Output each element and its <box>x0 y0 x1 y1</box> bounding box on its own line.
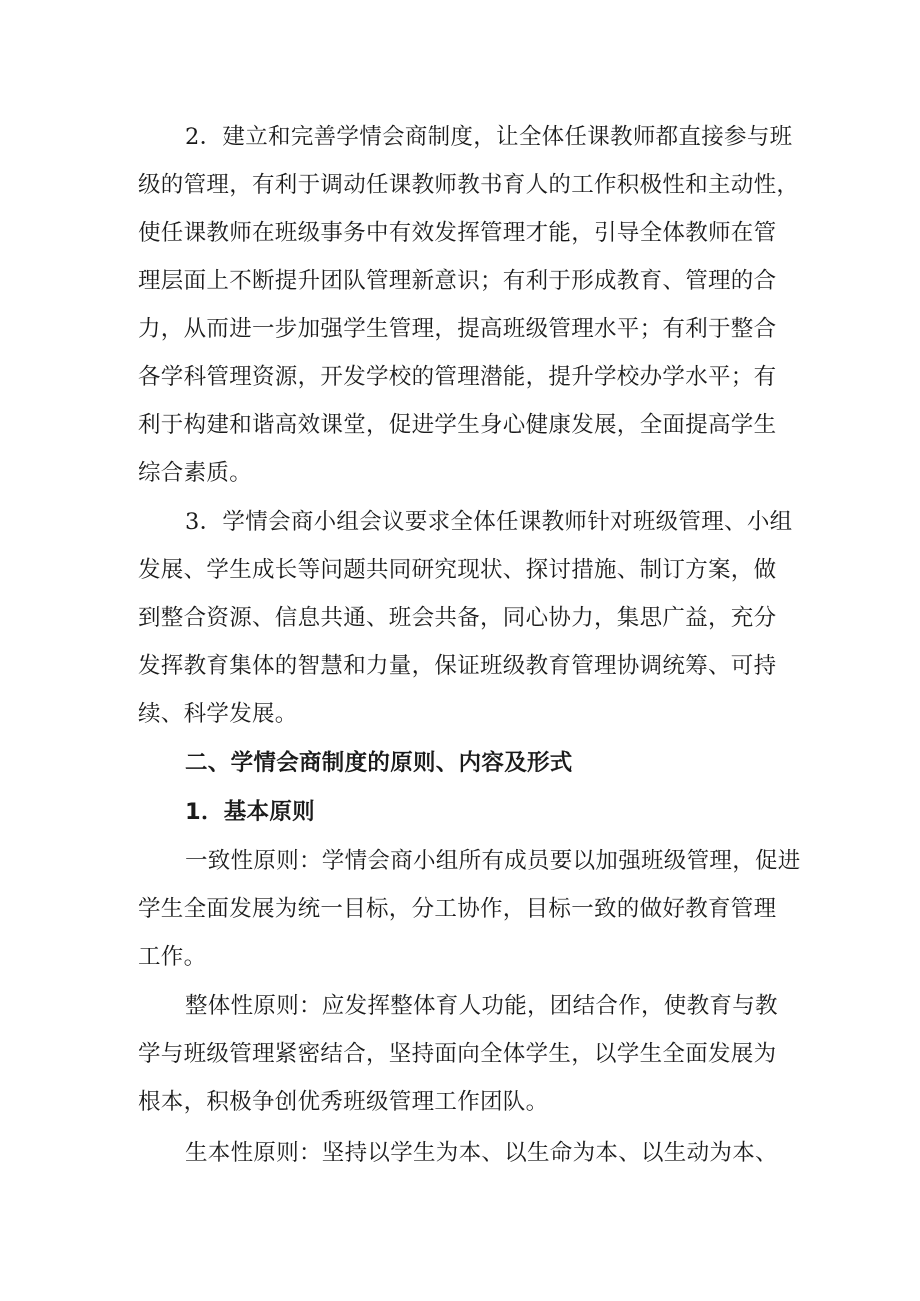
text-line: 使任课教师在班级事务中有效发挥管理才能，引导全体教师在管 <box>138 220 777 246</box>
text-line: 力，从而进一步加强学生管理，提高班级管理水平；有利于整合 <box>138 316 777 342</box>
text-line: 理层面上不断提升团队管理新意识；有利于形成教育、管理的合 <box>138 268 777 294</box>
text-line: 各学科管理资源，开发学校的管理潜能，提升学校办学水平；有 <box>138 364 777 390</box>
text-line: 整体性原则：应发挥整体育人功能，团结合作，使教育与教 <box>185 993 778 1019</box>
section-heading: 二、学情会商制度的原则、内容及形式 <box>185 750 573 776</box>
text-line: 发挥教育集体的智慧和力量，保证班级教育管理协调统筹、可持 <box>138 653 777 679</box>
text-line: 续、科学发展。 <box>138 701 298 727</box>
text-line: 一致性原则：学情会商小组所有成员要以加强班级管理，促进 <box>185 848 801 874</box>
text-line: 3．学情会商小组会议要求全体任课教师针对班级管理、小组 <box>185 509 793 535</box>
text-line: 发展、学生成长等问题共同研究现状、探讨措施、制订方案，做 <box>138 557 777 583</box>
text-line: 根本，积极争创优秀班级管理工作团队。 <box>138 1089 549 1115</box>
text-line: 工作。 <box>138 944 207 970</box>
text-line: 学与班级管理紧密结合，坚持面向全体学生，以学生全面发展为 <box>138 1041 777 1067</box>
text-line: 到整合资源、信息共通、班会共备，同心协力，集思广益，充分 <box>138 605 777 631</box>
text-line: 学生全面发展为统一目标，分工协作，目标一致的做好教育管理 <box>138 896 777 922</box>
text-line: 生本性原则：坚持以学生为本、以生命为本、以生动为本、 <box>185 1140 778 1166</box>
subheading: 1．基本原则 <box>185 799 315 825</box>
text-line: 2．建立和完善学情会商制度，让全体任课教师都直接参与班 <box>185 124 793 150</box>
text-line: 级的管理，有利于调动任课教师教书育人的工作积极性和主动性， <box>138 172 800 198</box>
text-line: 利于构建和谐高效课堂，促进学生身心健康发展，全面提高学生 <box>138 412 777 438</box>
text-line: 综合素质。 <box>138 460 253 486</box>
